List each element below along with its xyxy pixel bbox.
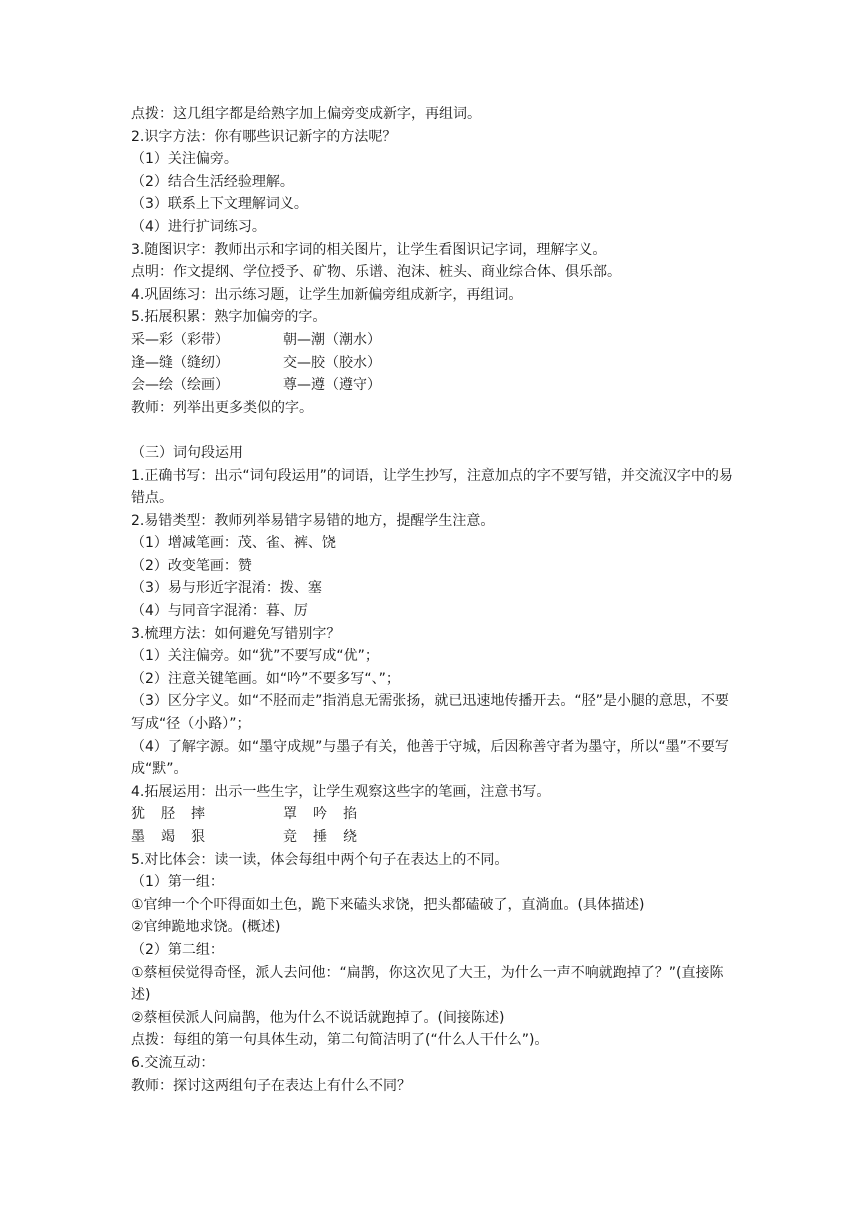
word-pair-row xyxy=(131,352,735,375)
text-line: 4.巩固练习：出示练习题，让学生加新偏旁组成新字，再组词。 xyxy=(131,286,523,303)
word-pair-row xyxy=(131,329,735,352)
spacer xyxy=(131,419,735,442)
document-body xyxy=(131,103,735,1097)
text-paragraph: ①蔡桓侯觉得奇怪，派人去问他：“扁鹊，你这次见了大王，为什么一声不响就跑掉了？”(直接陈述) xyxy=(131,964,724,1004)
word-pair: 朝—潮（潮水） xyxy=(283,331,381,348)
character: 狠 xyxy=(191,829,205,845)
word-pair: 交—胶（胶水） xyxy=(283,354,381,371)
text-line: （1）关注偏旁。 xyxy=(131,151,238,168)
character: 犹 xyxy=(131,806,145,823)
text-line: （2）改变笔画：赞 xyxy=(131,557,252,574)
character-group xyxy=(131,826,283,849)
text-line: （2）注意关键笔画。如“吟”不要多写“、”； xyxy=(131,670,400,687)
text-line: 教师：列举出更多类似的字。 xyxy=(131,399,313,416)
character: 捶 xyxy=(313,829,327,845)
text-line: ①官绅一个个吓得面如土色，跪下来磕头求饶，把头都磕破了，直淌血。(具体描述) xyxy=(131,896,645,913)
character-group xyxy=(283,826,373,849)
character: 竞 xyxy=(283,829,297,845)
text-line: （2）第二组： xyxy=(131,941,224,958)
text-line: ②官绅跪地求饶。(概述) xyxy=(131,919,281,936)
text-line: （4）与同音字混淆：暮、厉 xyxy=(131,603,308,620)
text-line: 2.易错类型：教师列举易错字易错的地方，提醒学生注意。 xyxy=(131,512,495,529)
text-line: 点明：作文提纲、学位授予、矿物、乐谱、泡沫、桩头、商业综合体、俱乐部。 xyxy=(131,264,621,281)
character-group xyxy=(283,803,373,826)
word-pair-row xyxy=(131,374,735,397)
text-line: 2.识字方法：你有哪些识记新字的方法呢？ xyxy=(131,128,397,145)
text-line: 5.拓展积累：熟字加偏旁的字。 xyxy=(131,309,327,326)
text-line: ②蔡桓侯派人问扁鹊，他为什么不说话就跑掉了。(间接陈述) xyxy=(131,1009,505,1026)
character: 墨 xyxy=(131,829,145,845)
text-line: 点拨：这几组字都是给熟字加上偏旁变成新字，再组词。 xyxy=(131,106,481,122)
text-line: （2）结合生活经验理解。 xyxy=(131,173,294,190)
text-paragraph: 1.正确书写：出示“词句段运用”的词语，让学生抄写，注意加点的字不要写错，并交流汉字中的易错点。 xyxy=(131,467,733,507)
text-line: （1）关注偏旁。如“犹”不要写成“优”； xyxy=(131,648,379,665)
word-pair: 会—绘（绘画） xyxy=(131,377,229,394)
section-heading: （三）词句段运用 xyxy=(131,444,243,461)
text-line: 5.对比体会：读一读，体会每组中两个句子在表达上的不同。 xyxy=(131,851,509,868)
character: 罩 xyxy=(283,806,297,823)
character-row xyxy=(131,803,735,826)
character: 绕 xyxy=(343,829,357,845)
character: 胫 xyxy=(161,806,175,823)
text-line: （3）易与形近字混淆：拨、塞 xyxy=(131,580,322,597)
text-line: （3）联系上下文理解词义。 xyxy=(131,196,308,213)
text-line: 教师：探讨这两组句子在表达上有什么不同？ xyxy=(131,1077,411,1094)
text-line: 点拨：每组的第一句具体生动，第二句简洁明了(“什么人干什么”)。 xyxy=(131,1032,549,1049)
text-line: 6.交流互动： xyxy=(131,1054,215,1071)
text-line: 3.随图识字：教师出示和字词的相关图片，让学生看图识记字词，理解字义。 xyxy=(131,241,607,258)
text-paragraph: （3）区分字义。如“不胫而走”指消息无需张扬，就已迅速地传播开去。“胫”是小腿的意思，不要写成“径（小路）”； xyxy=(131,693,729,733)
character: 吟 xyxy=(313,806,327,823)
character: 摔 xyxy=(191,806,205,823)
character: 掐 xyxy=(343,806,357,823)
text-line: （1）第一组： xyxy=(131,874,224,891)
word-pair: 尊—遵（遵守） xyxy=(283,377,381,394)
character-group xyxy=(131,803,283,826)
character-row xyxy=(131,826,735,849)
text-line: （1）增减笔画：茂、雀、裤、饶 xyxy=(131,535,336,552)
character: 竭 xyxy=(161,829,175,845)
text-paragraph: （4）了解字源。如“墨守成规”与墨子有关，他善于守城，后因称善守者为墨守，所以“墨”不要写成“默”。 xyxy=(131,738,729,778)
text-line: 3.梳理方法：如何避免写错别字？ xyxy=(131,625,341,642)
word-pair: 逢—缝（缝纫） xyxy=(131,354,229,371)
text-line: （4）进行扩词练习。 xyxy=(131,218,266,235)
word-pair: 采—彩（彩带） xyxy=(131,331,229,348)
text-line: 4.拓展运用：出示一些生字，让学生观察这些字的笔画，注意书写。 xyxy=(131,783,551,800)
